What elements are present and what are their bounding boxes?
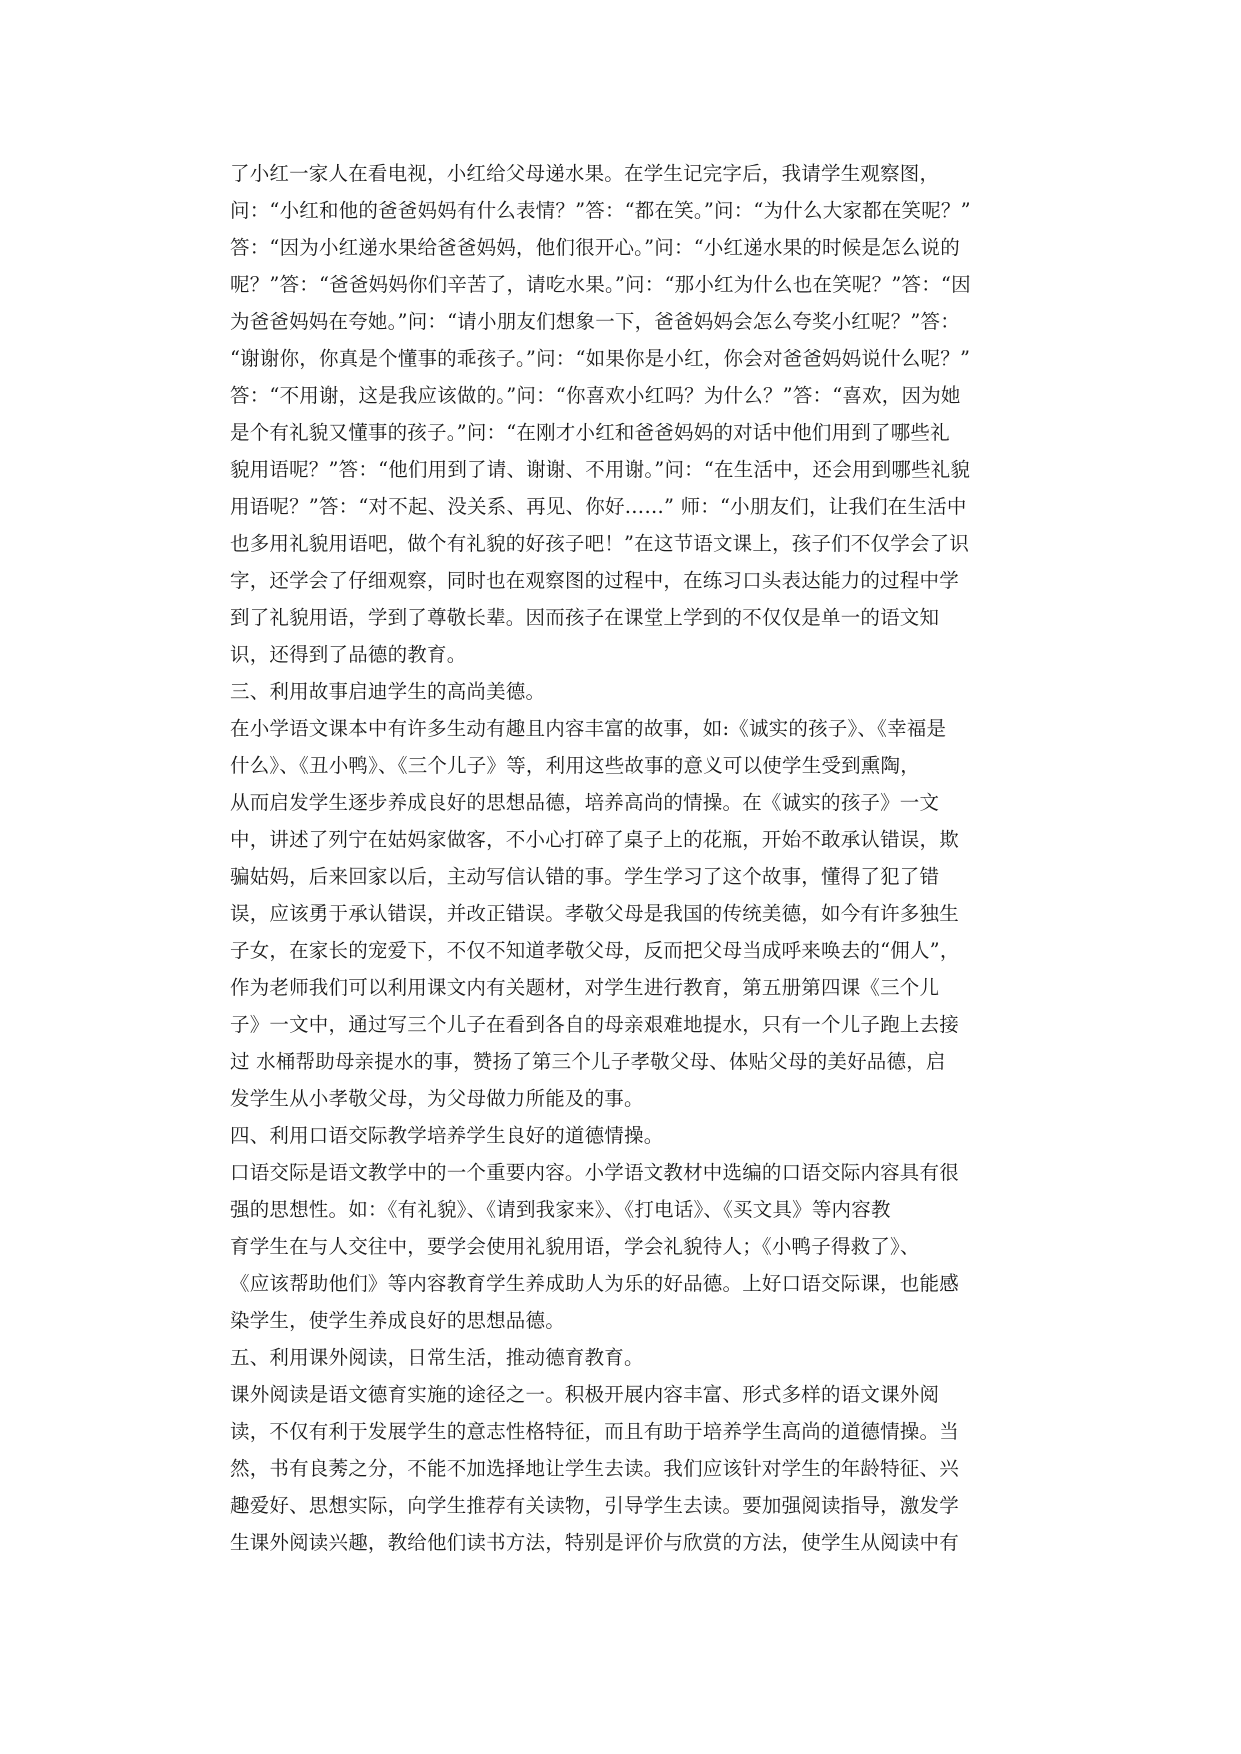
text-line: 答：“因为小红递水果给爸爸妈妈，他们很开心。”问：“小红递水果的时候是怎么说的	[230, 236, 960, 259]
text-line: 字，还学会了仔细观察，同时也在观察图的过程中，在练习口头表达能力的过程中学	[230, 569, 959, 592]
text-line: 强的思想性。如：《有礼貌》、《请到我家来》、《打电话》、《买文具》等内容教	[230, 1198, 891, 1221]
text-line: 过 水桶帮助母亲提水的事，赞扬了第三个儿子孝敬父母、体贴父母的美好品德，启	[230, 1050, 946, 1073]
text-line: 三、利用故事启迪学生的高尚美德。	[230, 680, 546, 703]
text-line: 育学生在与人交往中，要学会使用礼貌用语，学会礼貌待人；《小鸭子得救了》、	[230, 1235, 920, 1258]
text-line: 课外阅读是语文德育实施的途径之一。积极开展内容丰富、形式多样的语文课外阅	[230, 1383, 940, 1406]
text-line: 也多用礼貌用语吧，做个有礼貌的好孩子吧！”在这节语文课上，孩子们不仅学会了识	[230, 532, 970, 555]
text-line: 读，不仅有利于发展学生的意志性格特征，而且有助于培养学生高尚的道德情操。当	[230, 1420, 959, 1443]
text-line: 在小学语文课本中有许多生动有趣且内容丰富的故事，如:《诚实的孩子》、《幸福是	[230, 717, 947, 740]
text-line: 作为老师我们可以利用课文内有关题材，对学生进行教育，第五册第四课《三个儿	[230, 976, 940, 999]
text-line: 了小红一家人在看电视，小红给父母递水果。在学生记完字后，我请学生观察图，	[230, 162, 940, 185]
text-line: 《应该帮助他们》等内容教育学生养成助人为乐的好品德。上好口语交际课，也能感	[230, 1272, 959, 1295]
text-line: 是个有礼貌又懂事的孩子。”问：“在刚才小红和爸爸妈妈的对话中他们用到了哪些礼	[230, 421, 950, 444]
text-line: 中，讲述了列宁在姑妈家做客，不小心打碎了桌子上的花瓶，开始不敢承认错误，欺	[230, 828, 959, 851]
text-line: 五、利用课外阅读，日常生活，推动德育教育。	[230, 1346, 644, 1369]
text-line: 生课外阅读兴趣，教给他们读书方法，特别是评价与欣赏的方法，使学生从阅读中有	[230, 1531, 959, 1554]
text-line: 问：“小红和他的爸爸妈妈有什么表情？”答：“都在笑。”问：“为什么大家都在笑呢？”	[230, 199, 971, 222]
text-line: 口语交际是语文教学中的一个重要内容。小学语文教材中选编的口语交际内容具有很	[230, 1161, 959, 1184]
text-line: 误，应该勇于承认错误，并改正错误。孝敬父母是我国的传统美德，如今有许多独生	[230, 902, 959, 925]
text-line: 用语呢？”答：“对不起、没关系、再见、你好……” 师：“小朋友们，让我们在生活中	[230, 495, 967, 518]
text-line: 识，还得到了品德的教育。	[230, 643, 467, 666]
text-line: 然，书有良莠之分，不能不加选择地让学生去读。我们应该针对学生的年龄特征、兴	[230, 1457, 959, 1480]
text-line: 四、利用口语交际教学培养学生良好的道德情操。	[230, 1124, 664, 1147]
document-page	[230, 155, 1040, 1561]
text-line: 趣爱好、思想实际，向学生推荐有关读物，引导学生去读。要加强阅读指导，激发学	[230, 1494, 959, 1517]
text-line: 什么》、《丑小鸭》、《三个儿子》等，利用这些故事的意义可以使学生受到熏陶，	[230, 754, 920, 777]
text-line: 答：“不用谢，这是我应该做的。”问：“你喜欢小红吗？为什么？”答：“喜欢，因为她	[230, 384, 961, 407]
text-line: 为爸爸妈妈在夸她。”问：“请小朋友们想象一下，爸爸妈妈会怎么夸奖小红呢？”答：	[230, 310, 960, 333]
text-line: 呢？”答：“爸爸妈妈你们辛苦了，请吃水果。”问：“那小红为什么也在笑呢？”答：“因	[230, 273, 971, 296]
text-line: 骗姑妈，后来回家以后，主动写信认错的事。学生学习了这个故事，懂得了犯了错	[230, 865, 940, 888]
text-line: 染学生，使学生养成良好的思想品德。	[230, 1309, 565, 1332]
text-line: 到了礼貌用语，学到了尊敬长辈。因而孩子在课堂上学到的不仅仅是单一的语文知	[230, 606, 940, 629]
text-line: 发学生从小孝敬父母，为父母做力所能及的事。	[230, 1087, 644, 1110]
text-line: 貌用语呢？”答：“他们用到了请、谢谢、不用谢。”问：“在生活中，还会用到哪些礼貌	[230, 458, 971, 481]
text-line: 子女，在家长的宠爱下，不仅不知道孝敬父母，反而把父母当成呼来唤去的“佣人”，	[230, 939, 960, 962]
text-line: “谢谢你，你真是个懂事的乖孩子。”问：“如果你是小红，你会对爸爸妈妈说什么呢？”	[230, 347, 971, 370]
text-line: 子》一文中，通过写三个儿子在看到各自的母亲艰难地提水，只有一个儿子跑上去接	[230, 1013, 959, 1036]
text-line: 从而启发学生逐步养成良好的思想品德，培养高尚的情操。在《诚实的孩子》一文	[230, 791, 940, 814]
